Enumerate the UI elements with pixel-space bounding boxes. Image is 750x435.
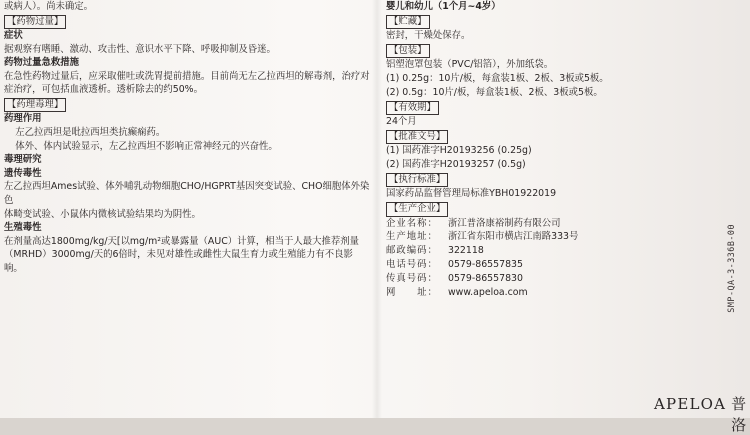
- section-heading: [386, 14, 686, 29]
- section-heading: [4, 97, 370, 112]
- text-line: 左乙拉西坦Ames试验、体外哺乳动物细胞CHO/HGPRT基因突变试验、CHO细胞体外染色: [4, 181, 370, 206]
- left-column: [4, 0, 370, 418]
- text-line: (2) 国药准字H20193257 (0.5g): [386, 159, 526, 171]
- text-line: （MRHD）3000mg/天的6倍时，未见对雄性或雌性大鼠生育力或生殖能力有不良影响。: [4, 249, 353, 274]
- field-label: 企业名称：: [386, 217, 438, 229]
- document-code: SMP-QA-3-336B-00: [726, 224, 736, 313]
- section-heading-label: 【贮藏】: [386, 15, 430, 29]
- manufacturer-zip-row: [386, 244, 686, 258]
- section-heading-label: 【执行标准】: [386, 173, 448, 187]
- sub-heading: 症状: [4, 30, 23, 41]
- section-heading: [386, 129, 686, 144]
- section-heading: [386, 100, 686, 115]
- field-value: 0579-86557830: [448, 272, 523, 284]
- field-label: 传真号码：: [386, 272, 438, 284]
- text-line: 铝塑泡罩包装（PVC/铝箔），外加纸袋。: [386, 59, 554, 71]
- text-line: 体外、体内试验显示，左乙拉西坦不影响正常神经元的兴奋性。: [15, 140, 278, 152]
- text-line: 左乙拉西坦是吡拉西坦类抗癫痫药。: [15, 126, 166, 138]
- sub-heading: 毒理研究: [4, 154, 42, 166]
- text-line: 体畸变试验、小鼠体内微核试验结果均为阴性。: [4, 208, 201, 220]
- section-heading-label: 【有效期】: [386, 101, 439, 115]
- manufacturer-name-row: [386, 217, 686, 231]
- company-logo: [654, 393, 750, 435]
- sub-heading: 药理作用: [4, 113, 42, 125]
- sub-heading: 药物过量急救措施: [4, 57, 80, 69]
- text-line: 24个月: [386, 116, 417, 128]
- section-heading: [386, 172, 686, 187]
- sub-heading: 生殖毒性: [4, 222, 42, 234]
- text-line: 或病人）。尚未确定。: [4, 1, 94, 12]
- section-heading-label: 【生产企业】: [386, 202, 448, 216]
- manufacturer-block: [386, 217, 686, 300]
- text-line: 在急性药物过量后，应采取催吐或洗胃提前措施。目前尚无左乙拉西坦的解毒剂，治疗对: [4, 70, 370, 82]
- field-value: 浙江省东阳市横店江南路333号: [448, 231, 579, 243]
- text-line: 据观察有嗜睡、激动、攻击性、意识水平下降、呼吸抑制及昏迷。: [4, 43, 276, 55]
- text-line: 密封，干燥处保存。: [386, 30, 471, 42]
- field-label: 生产地址：: [386, 231, 438, 243]
- page-fold-shadow: [372, 0, 382, 418]
- section-heading-label: 【包装】: [386, 44, 430, 58]
- section-heading-label: 【药物过量】: [4, 15, 66, 29]
- manufacturer-address-row: [386, 230, 686, 244]
- section-heading-label: 【药理毒理】: [4, 98, 66, 112]
- text-line: (2) 0.5g：10片/板，每盒装1板、2板、3板或5板。: [386, 87, 603, 98]
- field-value: 0579-86557835: [448, 259, 523, 270]
- section-heading: [386, 201, 686, 216]
- field-value: www.apeloa.com: [448, 286, 528, 298]
- manufacturer-website-row: [386, 286, 686, 300]
- logo-latin-text: APELOA: [654, 395, 727, 413]
- text-line: 国家药品监督管理局标准YBH01922019: [386, 188, 557, 200]
- sub-heading: 婴儿和幼儿（1个月~4岁）: [386, 1, 501, 12]
- field-label: 邮政编码：: [386, 245, 438, 257]
- field-value: 322118: [448, 245, 484, 257]
- text-line: 在剂量高达1800mg/kg/天[以mg/m²或暴露量（AUC）计算，相当于人最大推荐剂量: [4, 235, 360, 247]
- manufacturer-fax-row: [386, 272, 686, 286]
- field-label: 电话号码：: [386, 259, 438, 270]
- text-line: 症治疗，可包括血液透析。透析除去的约50%。: [4, 84, 203, 96]
- text-line: (1) 国药准字H20193256 (0.25g): [386, 145, 532, 157]
- sub-heading: 遗传毒性: [4, 167, 42, 179]
- section-heading: [4, 14, 370, 29]
- logo-cjk-text: 普洛: [731, 395, 748, 434]
- manufacturer-phone-row: [386, 258, 686, 272]
- field-label: 网 址：: [386, 286, 438, 298]
- text-line: (1) 0.25g：10片/板，每盒装1板、2板、3板或5板。: [386, 73, 609, 85]
- right-column: [386, 0, 686, 418]
- section-heading-label: 【批准文号】: [386, 130, 448, 144]
- field-value: 浙江普洛康裕制药有限公司: [448, 217, 561, 229]
- section-heading: [386, 43, 686, 58]
